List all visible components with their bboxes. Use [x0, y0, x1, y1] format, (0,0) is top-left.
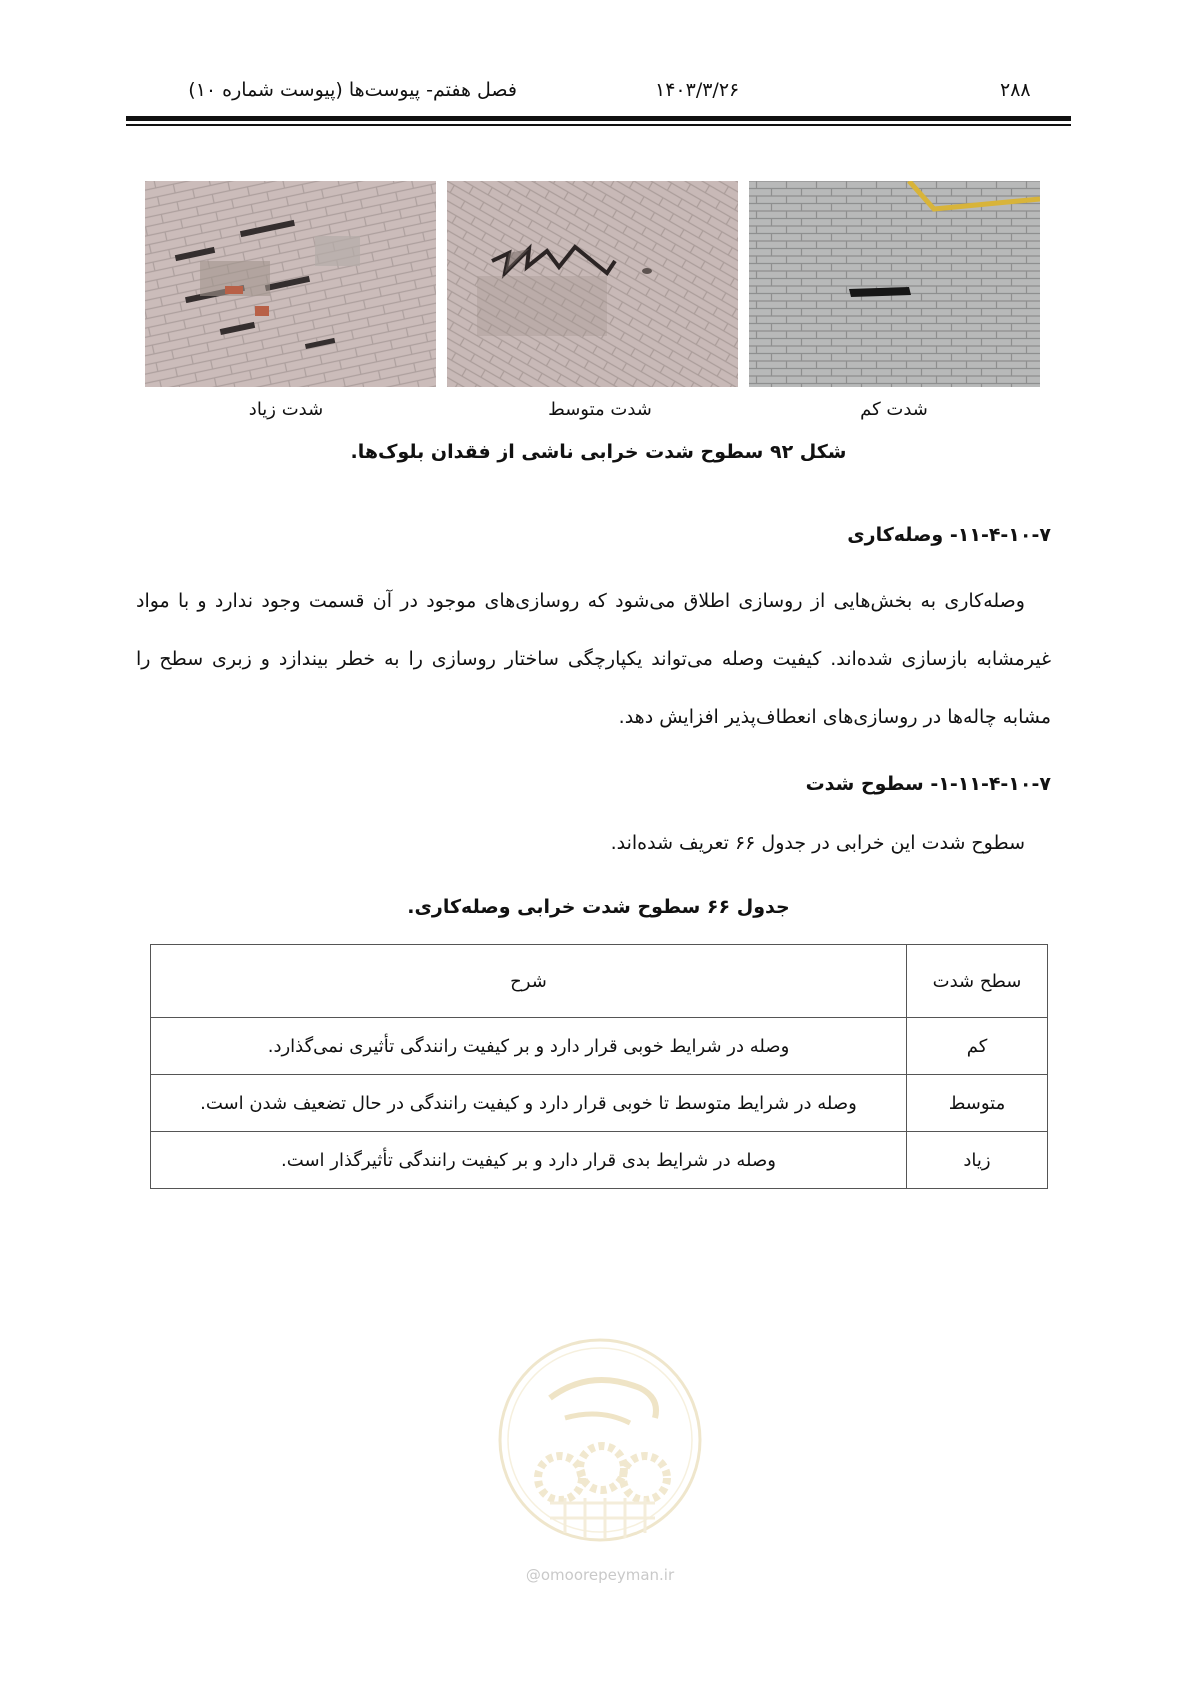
section-heading-severity [806, 773, 1051, 795]
table-title: جدول ۶۶ سطوح شدت خرابی وصله‌کاری. [407, 896, 790, 918]
table-cell: وصله در شرایط بدی قرار دارد و بر کیفیت رانندگی تأثیرگذار است. [151, 1132, 907, 1189]
table-cell: وصله در شرایط متوسط تا خوبی قرار دارد و کیفیت رانندگی در حال تضعیف شدن است. [151, 1075, 907, 1132]
patching-paragraph: وصله‌کاری به بخش‌هایی از روسازی اطلاق می‌شود که روسازی‌های موجود در آن قسمت وجود ندارد و با مواد غیرمشابه بازسازی شده‌اند. کیفیت وصله می‌تواند یکپارچگی ساختار روسازی را به خطر بیندازد و زبری سطح را مشابه چاله‌ها در روسازی‌های انعطاف‌پذیر افزایش دهد. [136, 590, 1051, 728]
section-heading-patching [847, 524, 1051, 546]
section-number: ۱۱-۴-۱۰-۷- [949, 524, 1051, 546]
table-row [151, 1075, 1048, 1132]
header-date: ۱۴۰۳/۳/۲۶ [655, 79, 740, 101]
chapter-title: فصل هفتم- پیوست‌ها (پیوست شماره ۱۰) [188, 79, 517, 101]
page-number: ۲۸۸ [1000, 79, 1031, 101]
table-header-row [151, 945, 1048, 1018]
section-title: سطوح شدت [805, 773, 924, 795]
table-cell: کم [907, 1018, 1048, 1075]
table-header-cell: شرح [151, 945, 907, 1018]
caption-medium: شدت متوسط [548, 399, 652, 420]
figure-title: شکل ۹۲ سطوح شدت خرابی ناشی از فقدان بلوک‌ها. [350, 441, 847, 463]
table-cell: وصله در شرایط خوبی قرار دارد و بر کیفیت رانندگی تأثیری نمی‌گذارد. [151, 1018, 907, 1075]
section-number: ۱-۱۱-۴-۱۰-۷- [930, 773, 1051, 795]
severity-paragraph: سطوح شدت این خرابی در جدول ۶۶ تعریف شده‌اند. [610, 832, 1025, 854]
table-header-cell: سطح شدت [907, 945, 1048, 1018]
table-row [151, 1018, 1048, 1075]
photo-high-severity [145, 181, 436, 387]
watermark-logo [490, 1328, 710, 1558]
watermark-text: @omoorepeyman.ir [525, 1566, 675, 1584]
severity-table [150, 944, 1048, 1189]
table-cell: زیاد [907, 1132, 1048, 1189]
photo-medium-severity [447, 181, 738, 387]
table-cell: متوسط [907, 1075, 1048, 1132]
header-rule-thin [126, 124, 1071, 126]
caption-high: شدت زیاد [248, 399, 324, 420]
section-title: وصله‌کاری [847, 524, 944, 546]
caption-low: شدت کم [860, 399, 928, 420]
photo-low-severity [749, 181, 1040, 387]
header-rule-thick [126, 116, 1071, 121]
table-row [151, 1132, 1048, 1189]
